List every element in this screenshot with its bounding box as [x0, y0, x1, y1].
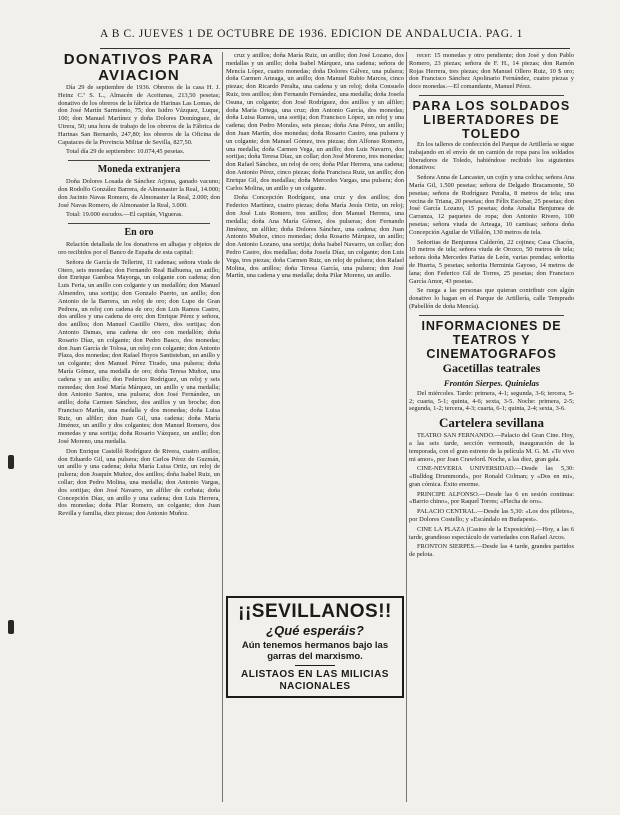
- milicias-advert: [226, 596, 404, 698]
- ad-question: ¿Qué esperáis?: [266, 623, 364, 638]
- ad-call-to-action: ALISTAOS EN LAS MILICIAS NACIONALES: [241, 669, 389, 692]
- paragraph: TEATRO SAN FERNANDO.—Palacio del Gran Cine. Hoy, a las seis tarde, sección vermouth, inauguración de la temporada, con el gran estreno de la película M. G. M. «Te vivo mi amor», por Joan Crawford. Noche, a las diez, gran gala.: [409, 432, 574, 463]
- paragraph: Doña Concepción Rodríguez, una cruz y dos anillos; don Federico Martínez, cuatro piezas; doña María Jesús Ortiz, un reloj; don José Luis Romero, tres anillos; don Manuel Herrera, una medalla; doña Ana María Gómez, dos pulseras; don Fernando Jiménez, un alfiler; doña Dolores Sánchez, una cadena; don Juan Antonio Muñoz, cinco monedas; doña Rosario Márquez, un anillo; don Antonio Lozano, una sortija; doña Isabel Navarro, un collar; don Pedro Castro, dos medallas; doña Josefa Díaz, un colgante; don Luis Vega, tres piezas; doña Carmen Ruiz, un reloj de pulsera; don Rafael Molina, dos anillos; doña Teresa García, una pulsera; don José Martín, una cadena y una medalla; doña Pilar Moreno, un anillo.: [226, 194, 404, 280]
- column-1: [58, 52, 220, 807]
- paragraph: Relación detallada de los donativos en alhajas y objetos de oro recibidos por el Banco de España de esta capital:: [58, 241, 220, 256]
- paragraph: Señoritas de Benjumea Calderón, 22 cojines; Casa Chacón, 10 metros de tela; señora viuda de Orozco, 50 metros de tela; señora doña Mercedes Parias de León, varias prendas; señorita de Huerta, 5 pesetas; señorita Herminia Gayoso, 14 metros de lana; don Federico Gil de Torres, 25 pesetas; don Francisco García Amor, 43 pesetas.: [409, 238, 574, 285]
- paragraph: Señora Anna de Lancaster, un cojín y una colcha; señora Ana María Gil, 1.500 pesetas; señora de Delgado Bracamonte, 50 pesetas; señora de Rodríguez Peralta, 8 metros de tela; una vecina de Triana, 20 pesetas; don Félix Escobar, 25 pesetas; don José García Lozano, 15 pesetas; doña Amalia Benjumea de Carranza, 12 paquetes de ropa; don Antonio Rivero, 100 pesetas; señora viuda de Arteaga, 10 camisas; señora doña Concepción Aguilar de Villalón, 130 metros de tela.: [409, 174, 574, 236]
- paragraph: FRONTON SIERPES.—Desde las 4 tarde, grandes partidos de pelota.: [409, 543, 574, 559]
- section-divider: [419, 315, 564, 316]
- ad-body: Aún tenemos hermanos bajo las garras del marxismo.: [241, 640, 389, 662]
- paragraph: recer: 15 monedas y otro pendiente; don José y don Pablo Romero, 23 piezas; señora de F. H., 14 piezas; don Ramón Rojas Herrera, tres piezas; don Manuel Ollero Ruiz, 10 $ oro; don Francisco Sánchez Apolinario Fernández, cuatro piezas y doce monedas.—El comandante, Manuel Pérez.: [409, 52, 574, 91]
- column-2: [226, 52, 404, 807]
- section-divider: [68, 223, 210, 224]
- paragraph: Total: 19.000 escudos.—El capitán, Vigueras.: [66, 211, 183, 219]
- paragraph: Señora de García de Tellerini, 11 cadenas; señora viuda de Otero, seis monedas; don Fernando Real Balbuena, un anillo; don Enrique Gamboa Mayorga, un colgante con cadena; don Luis Feria, un anillo con colgante y un medallón; don Manuel Almendro, una sortija; don Gonzalo Puerto, un anillo; don Antonio de la Barrera, un reloj de oro; don Lupe de Gran Pedrera, un reloj con cadena de oro; don Luis Ramos Castro, dos anillos y una cadena de oro; don Enrique Pérez y señora, dos anillos; don Manuel Castillo Otero, dos sortijas; don Antonio Damas, una cadena de oro con medallón; doña Rosario Díaz, un colgante; don Pedro Basco, dos monedas; don Juan García de Tolosa, un reloj con colgante; don Antonio Plaza, dos monedas; don Rafael Hoyos Santisteban, un anillo y un colgante; don Manuel Pérez Tirado, una pulsera; doña María Gómez, una medalla de oro; doña Teresa Muñoz, una cadena y un anillo; don Federico Rodríguez, un reloj y seis monedas; don José María Márquez, un anillo y una medalla; don Antonio Santos, una pulsera; don José Fernández, un anillo; doña Carmen Sánchez, dos anillos y un broche; don Francisco Martín, una medalla y dos monedas; doña Luisa Ruiz, un alfiler; don Juan Gil, una cadena; doña María Jiménez, un anillo y dos colgantes; don Manuel Romero, dos monedas y una sortija; doña Rosario Vázquez, un anillo; don José Moreno, una medalla.: [58, 258, 220, 446]
- column-rule: [222, 52, 223, 802]
- paragraph: En los talleres de confección del Parque de Artillería se sigue trabajando en el envío de un camión de ropa para los soldados liberadores de Toledo, habiéndose recibido los siguientes donativos:: [409, 140, 574, 172]
- soldados-heading: PARA LOS SOLDADOS LIBERTADORES DE TOLEDO: [412, 98, 571, 141]
- paragraph: Total día 29 de septiembre: 10.074,45 pesetas.: [66, 148, 185, 156]
- oro-heading: En oro: [124, 227, 154, 239]
- column-2-text: [226, 52, 404, 592]
- paragraph: Doña Dolores Losada de Sánchez Arjona, ganado vacuno; don Rodolfo González Barrera, de Almonaster la Real, 14.000; don Jacinto Navas Romero, de Almonaster la Real, 2.000; don José Navas Romero, de Almonaster la Real, 3.000.: [58, 178, 220, 209]
- binding-mark: [8, 455, 14, 469]
- paragraph: Don Enrique Castelló Rodríguez de Rivera, cuatro anillos; don Eduardo Gil, una pulsera; don Carlos Pérez de Guzmán, un anillo y una cadena; doña María Luisa Ortiz, un reloj de pulsera; don Joaquín Muñoz, dos anillos; doña Isabel Ruiz, un collar; don Pedro Molina, una medalla; don Antonio Vargas, dos sortijas; don José Navarro, un alfiler de corbata; doña Concepción Díaz, un anillo y una cadena; don Luis Herrera, dos monedas; doña Pilar Romero, un colgante; don Juan Revilla y familia, diez piezas; don Antonio Muñoz.: [58, 447, 220, 518]
- ad-headline: ¡¡SEVILLANOS!!: [238, 601, 392, 622]
- paragraph: cruz y anillos; doña María Ruiz, un anillo; don José Lozano, dos medallas y un anillo; doña Isabel Márquez, una cadena; señora de Mencía López, cuatro monedas; doña Dolores Gálvez, una pulsera; doña Carmen Arteaga, un anillo; don Manuel Rubio Marcos, cinco piezas; don Ricardo Peralta, una cadena y un reloj; doña Consuelo Ruiz, tres anillos; don Fernando Fernández, una medalla; doña Josefa Osuna, un colgante; don José Rodríguez, dos anillos y un alfiler; doña María Ortega, una cruz; don Antonio García, dos monedas; doña Luisa Ramos, una sortija; don Francisco López, un reloj y una cadena; don Pedro Morales, seis piezas; doña Ana Pérez, un anillo; don Juan Martín, dos monedas; doña Rosario Castro, una pulsera y un colgante; don Manuel Gómez, tres piezas; don Alfonso Romero, una medalla; doña Carmen Vega, un anillo; don Luis Navarro, dos sortijas; doña Teresa Díaz, un collar; don José Moreno, tres monedas; don Rafael Sánchez, un reloj de oro; doña Pilar Herrera, una cadena; don Antonio Pérez, cinco piezas; doña Francisca Ruiz, un anillo; don Enrique Gil, dos medallas; doña Mercedes Vargas, una pulsera; don Carlos Molina, un anillo y un colgante.: [226, 52, 404, 192]
- ad-divider: [295, 665, 335, 666]
- section-divider: [68, 160, 210, 161]
- moneda-heading: Moneda extranjera: [97, 164, 181, 176]
- fronton-heading: Frontón Sierpes. Quinielas: [443, 377, 540, 388]
- section-divider: [419, 95, 564, 96]
- cartelera-heading: Cartelera sevillana: [438, 415, 545, 431]
- column-rule: [406, 52, 407, 802]
- paragraph: CINE LA PLAZA (Casino de la Exposición).—Hoy, a las 6 tarde, grandioso espectáculo de variedades con Rafael Arcos.: [409, 525, 574, 541]
- paragraph: Se ruega a las personas que quieran contribuir con algún donativo lo hagan en el Parque de Artillería, calle Temprado (Pabellón de doña Mencía).: [409, 287, 574, 310]
- paragraph: PRINCIPE ALFONSO.—Desde las 6 en sesión continua: «Barrio chino», por Raquel Torres; «Flecha de oro».: [409, 490, 574, 506]
- aviacion-heading: DONATIVOS PARA AVIACION: [63, 52, 215, 84]
- paragraph: CINE-NEVERIA UNIVERSIDAD.—Desde las 5,30: «Bulldog Drummond», por Ronald Colman; y «Dos en mi», gran cómica. Éxito enorme.: [409, 465, 574, 488]
- gacetillas-heading: Gacetillas teatrales: [442, 360, 541, 375]
- paragraph: PALACIO CENTRAL.—Desde las 5,30: «Los dos pilletes», por Dolores Costello; y «Escándalo en Budapest».: [409, 508, 574, 524]
- binding-mark: [8, 620, 14, 634]
- teatros-heading: INFORMACIONES DE TEATROS Y CINEMATOGRAFOS: [421, 318, 562, 361]
- page-header: A B C. JUEVES 1 DE OCTUBRE DE 1936. EDICION DE ANDALUCIA. PAG. 1: [100, 28, 570, 49]
- paragraph: Día 29 de septiembre de 1936. Obreros de la casa H. J. Heinz C.ª S. L., Almacén de Aceitunas, 213,50 pesetas; donativo de los obreros de la fábrica de Harinas Las Lomas, de don José Martín Sarmiento, 75; don Isidro Vázquez, Luque, 100; don Manuel Martínez y doña Dolores Domínguez, de Utrera, 50; una hora de trabajo de los obreros de la Fábrica de Harinas San Bernardo, 247,80; los obreros de la Oficina de Capataces de la Provincia Militar de Sevilla, 827,50.: [58, 84, 220, 146]
- column-3: [409, 52, 574, 807]
- paragraph: Del miércoles. Tarde: primera, 4-1; segunda, 3-6; tercera, 5-2; cuarta, 5-1; quinta, 4-6; sexta, 3-5. Noche: primera, 2-5; segunda, 1-2; tercera, 4-3; cuarta, 6-1; quinta, 2-4; sexta, 3-6.: [409, 389, 574, 413]
